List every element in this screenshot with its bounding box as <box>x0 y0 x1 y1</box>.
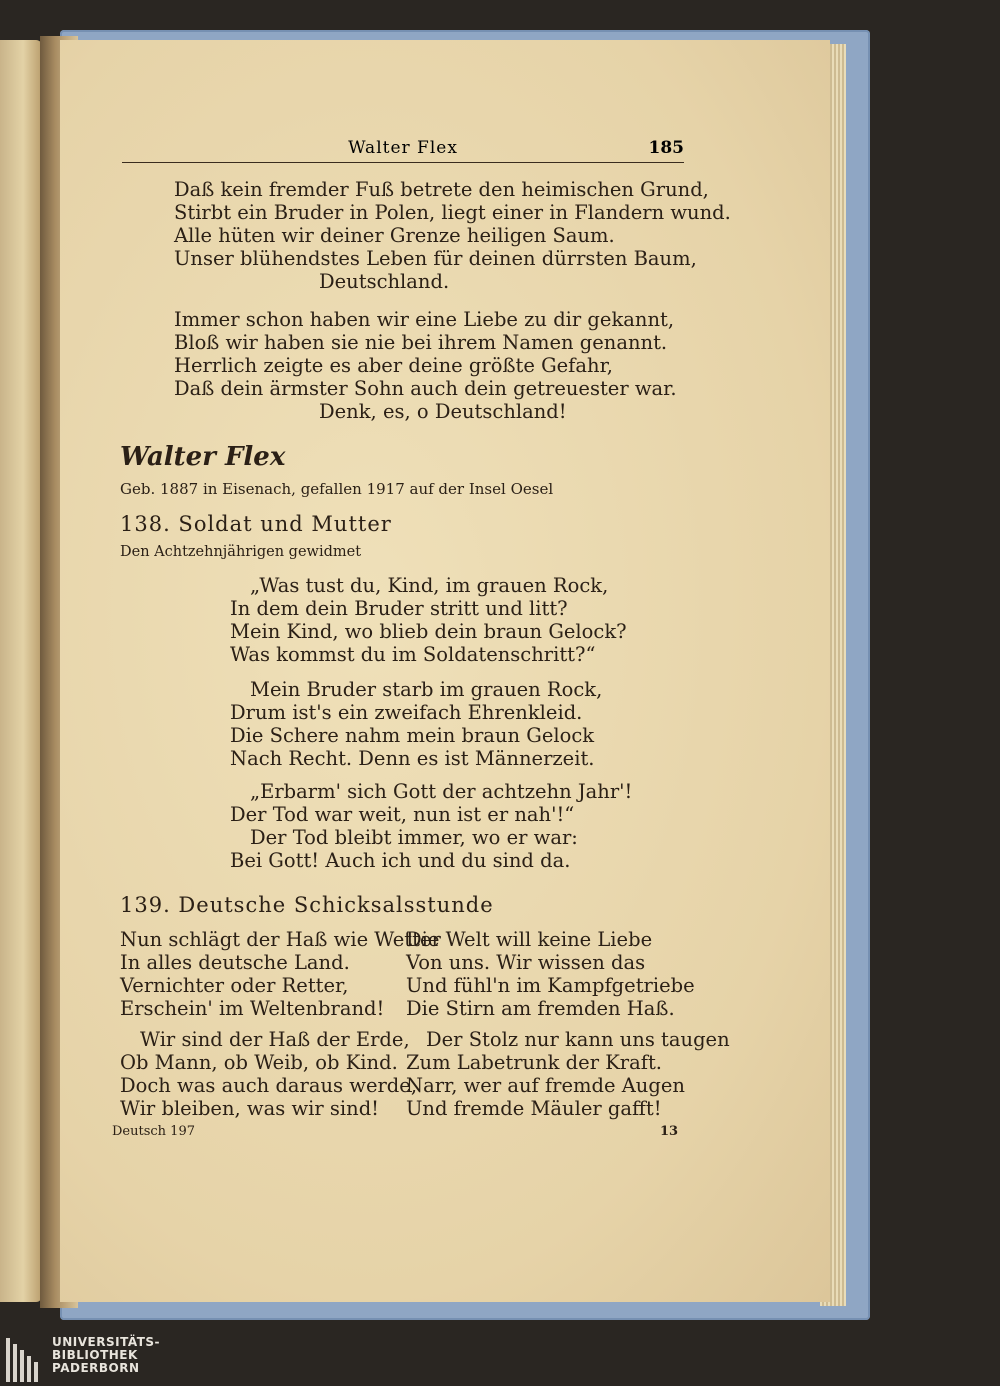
verse-line: Bei Gott! Auch ich und du sind da. <box>230 849 571 872</box>
library-name-line: PADERBORN <box>52 1361 140 1375</box>
verse-line: Erschein' im Weltenbrand! <box>120 997 385 1020</box>
stanza-top-1 <box>174 178 731 293</box>
verse-line: Doch was auch daraus werde, <box>120 1074 418 1097</box>
verse-line: Von uns. Wir wissen das <box>406 951 646 974</box>
verse-line: Drum ist's ein zweifach Ehrenkleid. <box>230 701 583 724</box>
left-page-edge <box>0 40 42 1302</box>
verse-line: In alles deutsche Land. <box>120 951 350 974</box>
verse-line: „Erbarm' sich Gott der achtzehn Jahr'! <box>250 780 633 803</box>
verse-line: Und fremde Mäuler gafft! <box>406 1097 662 1120</box>
poem-139-left-stanza-1 <box>120 928 441 1020</box>
verse-line: Der Tod war weit, nun ist er nah'!“ <box>230 803 575 826</box>
verse-line: Daß dein ärmster Sohn auch dein getreuester war. <box>174 377 677 400</box>
verse-line: Ob Mann, ob Weib, ob Kind. <box>120 1051 398 1074</box>
poem-139-title: 139. Deutsche Schicksalsstunde <box>120 893 494 917</box>
verse-line: Die Schere nahm mein braun Gelock <box>230 724 595 747</box>
verse-line: Nach Recht. Denn es ist Männerzeit. <box>230 747 595 770</box>
page-number: 185 <box>648 138 684 158</box>
verse-line: Herrlich zeigte es aber deine größte Gefahr, <box>174 354 613 377</box>
verse-line: Wir sind der Haß der Erde, <box>140 1028 410 1051</box>
verse-line: „Was tust du, Kind, im grauen Rock, <box>250 574 609 597</box>
verse-line: Vernichter oder Retter, <box>120 974 349 997</box>
author-bio: Geb. 1887 in Eisenach, gefallen 1917 auf der Insel Oesel <box>120 480 554 498</box>
footer-signature: Deutsch 197 <box>112 1124 195 1139</box>
poem-139-right-stanza-2 <box>406 1028 730 1120</box>
verse-line: Wir bleiben, was wir sind! <box>120 1097 380 1120</box>
verse-line: Nun schlägt der Haß wie Wetter <box>120 928 441 951</box>
verse-line: Deutschland. <box>319 270 450 293</box>
library-logo-icon <box>6 1338 46 1382</box>
verse-line: In dem dein Bruder stritt und litt? <box>230 597 568 620</box>
verse-line: Alle hüten wir deiner Grenze heiligen Saum. <box>174 224 615 247</box>
verse-line: Mein Bruder starb im grauen Rock, <box>250 678 603 701</box>
verse-line: Stirbt ein Bruder in Polen, liegt einer in Flandern wund. <box>174 201 731 224</box>
running-head <box>122 140 684 163</box>
verse-line: Die Welt will keine Liebe <box>406 928 653 951</box>
verse-line: Daß kein fremder Fuß betrete den heimischen Grund, <box>174 178 709 201</box>
footer-sheet-number: 13 <box>660 1124 679 1139</box>
verse-line: Unser blühendstes Leben für deinen dürrsten Baum, <box>174 247 697 270</box>
library-logo <box>0 1332 260 1386</box>
poem-138-stanza-2 <box>230 678 602 770</box>
poem-138-stanza-3 <box>230 780 632 872</box>
verse-line: Denk, es, o Deutschland! <box>319 400 567 423</box>
verse-line: Was kommst du im Soldatenschritt?“ <box>230 643 596 666</box>
verse-line: Und fühl'n im Kampfgetriebe <box>406 974 695 997</box>
poem-138-title: 138. Soldat und Mutter <box>120 512 392 536</box>
verse-line: Zum Labetrunk der Kraft. <box>406 1051 662 1074</box>
running-title: Walter Flex <box>348 138 458 158</box>
verse-line: Der Tod bleibt immer, wo er war: <box>250 826 578 849</box>
verse-line: Die Stirn am fremden Haß. <box>406 997 675 1020</box>
poem-138-stanza-1 <box>230 574 627 666</box>
verse-line: Bloß wir haben sie nie bei ihrem Namen genannt. <box>174 331 668 354</box>
verse-line: Der Stolz nur kann uns taugen <box>426 1028 730 1051</box>
library-name-line: UNIVERSITÄTS- <box>52 1335 161 1349</box>
verse-line: Immer schon haben wir eine Liebe zu dir gekannt, <box>174 308 675 331</box>
verse-line: Narr, wer auf fremde Augen <box>406 1074 685 1097</box>
poem-138-dedication: Den Achtzehnjährigen gewidmet <box>120 544 362 560</box>
library-name-line: BIBLIOTHEK <box>52 1348 138 1362</box>
poem-139-right-stanza-1 <box>406 928 695 1020</box>
verse-line: Mein Kind, wo blieb dein braun Gelock? <box>230 620 627 643</box>
author-heading: Walter Flex <box>120 442 286 472</box>
stanza-top-2 <box>174 308 677 423</box>
book-page <box>60 40 830 1302</box>
poem-139-left-stanza-2 <box>120 1028 417 1120</box>
library-name <box>52 1336 160 1375</box>
